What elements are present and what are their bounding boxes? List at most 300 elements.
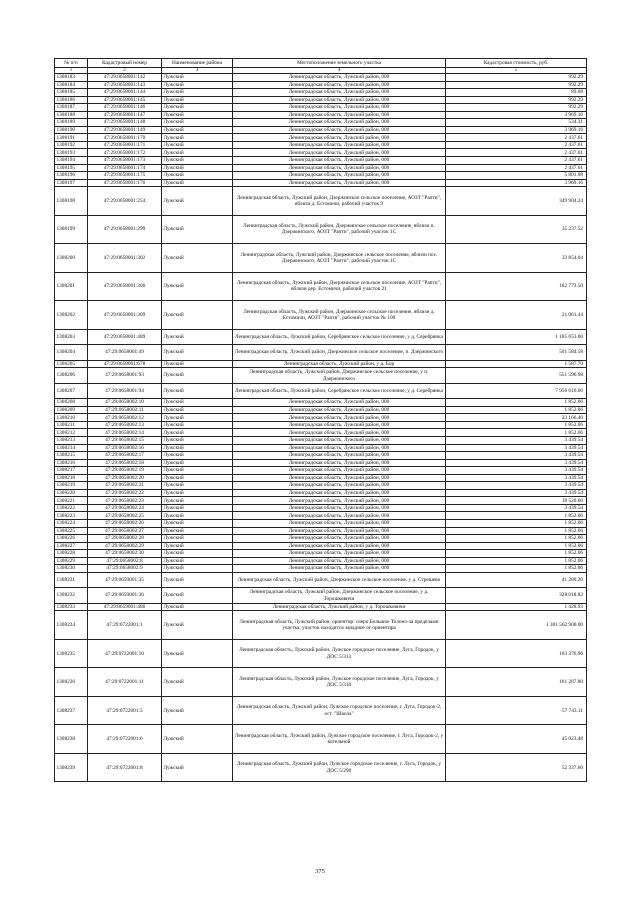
cadastral-number-cell: 47:29:0658002:25 [88,512,162,520]
location-cell: Ленинградская область, Лужский район, 000 [233,504,446,512]
cadastral-number-cell: 47:29:0658002:30 [88,550,162,558]
cadastral-value-cell: 2 437.61 [446,157,587,165]
cadastral-value-cell: 1 381 562 900.00 [446,611,587,640]
district-cell: Лужский [162,329,233,345]
cadastral-value-cell: 23 166.40 [446,414,587,422]
cadastral-number-cell: 47:29:0659001:35 [88,572,162,588]
district-cell: Лужский [162,164,233,172]
location-cell: Ленинградская область, Лужский район, 000 [233,512,446,520]
table-row [55,550,587,558]
cadastral-value-cell: 534.31 [446,119,587,127]
cadastral-value-cell: 349 904.24 [446,187,587,216]
location-cell: Ленинградская область, Лужский район, 000 [233,119,446,127]
location-cell: Ленинградская область, Лужский район, 000 [233,429,446,437]
location-cell: Ленинградская область, Лужский район, 000 [233,81,446,89]
district-cell: Лужский [162,383,233,399]
cadastral-number-cell: 47:29:0658002:22 [88,489,162,497]
table-row [55,89,587,97]
row-number-cell: 1308185 [55,89,88,97]
row-number-cell: 1308233 [55,603,88,611]
row-number-cell: 1308202 [55,301,88,330]
table-row [55,520,587,528]
cadastral-number-cell: 47:29:0658002:17 [88,452,162,460]
table-row [55,414,587,422]
table-row [55,111,587,119]
location-cell: Ленинградская область, Лужский район, Дзержинское сельское поселение, АОЗТ "Рапти", вблизи д. Естомичи, рабочий участок 9 [233,187,446,216]
location-cell: Ленинградская область, Лужский район, 000 [233,452,446,460]
header-row [55,59,587,68]
row-number-cell: 1308222 [55,504,88,512]
district-cell: Лужский [162,497,233,505]
district-cell: Лужский [162,452,233,460]
row-number-cell: 1308230 [55,565,88,573]
column-number: 1 [55,68,88,74]
cadastral-number-cell: 47:29:0658001:170 [88,134,162,142]
cadastral-number-cell: 47:29:0658002:14 [88,429,162,437]
district-cell: Лужский [162,542,233,550]
district-cell: Лужский [162,696,233,725]
row-number-cell: 1308225 [55,527,88,535]
cadastral-value-cell: 41 280.20 [446,572,587,588]
location-cell: Ленинградская область, Лужский район, 000 [233,179,446,187]
district-cell: Лужский [162,474,233,482]
row-number-cell: 1308220 [55,489,88,497]
location-cell: Ленинградская область, Лужский район, Дзержинское сельское поселение, вблизи д. Естомичи, АОЗТ "Рапти", рабочий участок № 100 [233,301,446,330]
location-cell: Ленинградская область, Лужский район, Лужское городское поселение, Луга, Городок, у ДОС 5/313 [233,639,446,668]
table-row [55,565,587,573]
location-cell: Ленинградская область, Лужский район, 000 [233,489,446,497]
table-row [55,459,587,467]
row-number-cell: 1308216 [55,459,88,467]
row-number-cell: 1308217 [55,467,88,475]
table-row [55,329,587,345]
row-number-cell: 1308190 [55,126,88,134]
table-row [55,572,587,588]
table-row [55,345,587,361]
row-number-cell: 1308231 [55,572,88,588]
row-number-cell: 1308203 [55,329,88,345]
cadastral-number-cell: 47:29:0658002:18 [88,459,162,467]
cadastral-value-cell: 1 852.06 [446,399,587,407]
header-cadastral-value: Кадастровая стоимость, руб. [446,59,587,68]
cadastral-number-cell: 47:29:0658001:309 [88,301,162,330]
table-row [55,452,587,460]
district-cell: Лужский [162,215,233,244]
location-cell: Ленинградская область, Лужский район, 000 [233,557,446,565]
row-number-cell: 1308184 [55,81,88,89]
cadastral-value-cell: 3 439.54 [446,489,587,497]
table-row [55,134,587,142]
table-row [55,96,587,104]
cadastral-value-cell: 1 852.06 [446,550,587,558]
table-row [55,215,587,244]
table-row [55,119,587,127]
row-number-cell: 1308237 [55,696,88,725]
row-number-cell: 1308208 [55,399,88,407]
location-cell: Ленинградская область, Лужский район, Лужское городское поселение, Луга, Городок, у ДОС 5/310 [233,668,446,697]
district-cell: Лужский [162,89,233,97]
table-row [55,301,587,330]
cadastral-value-cell: 992.29 [446,74,587,82]
cadastral-number-cell: 47:29:0658002:11 [88,406,162,414]
cadastral-number-cell: 47:29:0658002:20 [88,474,162,482]
row-number-cell: 1308221 [55,497,88,505]
cadastral-number-cell: 47:29:0658001:254 [88,187,162,216]
cadastral-number-cell: 47:29:0722001:8 [88,753,162,782]
district-cell: Лужский [162,74,233,82]
cadastral-number-cell: 47:29:0658001:146 [88,104,162,112]
row-number-cell: 1308204 [55,345,88,361]
cadastral-value-cell: 3 439.54 [446,436,587,444]
row-number-cell: 1308219 [55,482,88,490]
cadastral-value-cell: 1 852.06 [446,512,587,520]
district-cell: Лужский [162,360,233,368]
table-row [55,81,587,89]
table-row [55,668,587,697]
location-cell: Ленинградская область, Лужский район, Дзержинское сельское поселение, п. Дзержинского [233,345,446,361]
location-cell: Ленинградская область, Лужский район, 000 [233,406,446,414]
location-cell: Ленинградская область, Лужский район, 000 [233,172,446,180]
district-cell: Лужский [162,119,233,127]
cadastral-number-cell: 47:29:0658001:149 [88,126,162,134]
table-body [55,74,587,782]
cadastral-number-cell: 47:29:0659001:36 [88,588,162,604]
location-cell: Ленинградская область, Лужский район, 000 [233,535,446,543]
cadastral-number-cell: 47:29:0658002:28 [88,535,162,543]
table-row [55,482,587,490]
cadastral-value-cell: 45 023.48 [446,725,587,754]
district-cell: Лужский [162,611,233,640]
cadastral-value-cell: 1 852.06 [446,565,587,573]
district-cell: Лужский [162,414,233,422]
location-cell: Ленинградская область, Лужский район, 000 [233,482,446,490]
row-number-cell: 1308234 [55,611,88,640]
row-number-cell: 1308213 [55,436,88,444]
cadastral-number-cell: 47:29:0722001:11 [88,668,162,697]
cadastral-table [54,58,587,782]
cadastral-number-cell: 47:29:0658002:23 [88,497,162,505]
column-number: 2 [88,68,162,74]
location-cell: Ленинградская область, Лужский район, ориентир: озеро Большое Толоно-за пределами участка, участок находится западнее от ориентира [233,611,446,640]
cadastral-value-cell: 1 852.06 [446,421,587,429]
cadastral-number-cell: 47:29:0658001:144 [88,89,162,97]
location-cell: Ленинградская область, Лужский район, 000 [233,74,446,82]
table-row [55,603,587,611]
row-number-cell: 1308226 [55,535,88,543]
table-row [55,149,587,157]
row-number-cell: 1308218 [55,474,88,482]
row-number-cell: 1308198 [55,187,88,216]
location-cell: Ленинградская область, Лужский район, у д. Бор [233,360,446,368]
location-cell: Ленинградская область, Лужский район, 000 [233,436,446,444]
cadastral-value-cell: 3 969.16 [446,126,587,134]
district-cell: Лужский [162,459,233,467]
cadastral-number-cell: 47:29:0658001:143 [88,81,162,89]
location-cell: Ленинградская область, Лужский район, 000 [233,520,446,528]
district-cell: Лужский [162,482,233,490]
district-cell: Лужский [162,489,233,497]
cadastral-value-cell: 2 437.61 [446,141,587,149]
header-district: Наименование района [162,59,233,68]
location-cell: Ленинградская область, Лужский район, 000 [233,565,446,573]
cadastral-value-cell: 57 743.11 [446,696,587,725]
location-cell: Ленинградская область, Лужский район, 000 [233,89,446,97]
table-row [55,368,587,384]
row-number-cell: 1308194 [55,157,88,165]
district-cell: Лужский [162,399,233,407]
row-number-cell: 1308192 [55,141,88,149]
district-cell: Лужский [162,725,233,754]
cadastral-number-cell: 47:29:0658002:10 [88,399,162,407]
header-location: Местоположение земельного участка [233,59,446,68]
row-number-cell: 1308200 [55,244,88,273]
district-cell: Лужский [162,81,233,89]
row-number-cell: 1308189 [55,119,88,127]
table-row [55,172,587,180]
district-cell: Лужский [162,104,233,112]
header-number: № п/п [55,59,88,68]
district-cell: Лужский [162,572,233,588]
header-cadastral-number: Кадастровый номер [88,59,162,68]
district-cell: Лужский [162,639,233,668]
table-row [55,588,587,604]
cadastral-value-cell: 18 520.60 [446,497,587,505]
location-cell: Ленинградская область, Лужский район, Дзержинское сельское поселение, АОЗТ "Рапти", вблизи дер. Естомичи, рабочий участок 21 [233,272,446,301]
table-row [55,74,587,82]
district-cell: Лужский [162,535,233,543]
location-cell: Ленинградская область, Лужский район, 000 [233,414,446,422]
location-cell: Ленинградская область, Лужский район, 000 [233,149,446,157]
district-cell: Лужский [162,406,233,414]
row-number-cell: 1308232 [55,588,88,604]
cadastral-value-cell: 2 437.61 [446,134,587,142]
location-cell: Ленинградская область, Лужский район, 000 [233,141,446,149]
table-row [55,444,587,452]
district-cell: Лужский [162,141,233,149]
cadastral-number-cell: 47:29:0658002:26 [88,520,162,528]
row-number-cell: 1308183 [55,74,88,82]
table-row [55,421,587,429]
district-cell: Лужский [162,345,233,361]
row-number-cell: 1308210 [55,414,88,422]
location-cell: Ленинградская область, Лужский район, 000 [233,134,446,142]
table-row [55,512,587,520]
district-cell: Лужский [162,244,233,273]
district-cell: Лужский [162,467,233,475]
table-row [55,104,587,112]
district-cell: Лужский [162,111,233,119]
table-row [55,504,587,512]
cadastral-value-cell: 1 185 653.00 [446,329,587,345]
cadastral-number-cell: 47:29:0658002:13 [88,421,162,429]
cadastral-number-cell: 47:29:0658002:19 [88,467,162,475]
table-row [55,383,587,399]
cadastral-number-cell: 47:29:0722001:5 [88,696,162,725]
district-cell: Лужский [162,557,233,565]
location-cell: Ленинградская область, Лужский район, 000 [233,104,446,112]
cadastral-number-cell: 47:29:0658001:306 [88,272,162,301]
cadastral-number-cell: 47:29:0658001:49 [88,345,162,361]
location-cell: Ленинградская область, Лужский район, Дзержинское сельское поселение, вблизи п. Дзержинского, АОЗТ "Рапти", рабочий участок 1С [233,215,446,244]
district-cell: Лужский [162,172,233,180]
table-row [55,467,587,475]
column-number: 3 [162,68,233,74]
cadastral-number-cell: 47:29:0659001:486 [88,603,162,611]
location-cell: Ленинградская область, Лужский район, 000 [233,157,446,165]
row-number-cell: 1308228 [55,550,88,558]
table-row [55,535,587,543]
row-number-cell: 1308236 [55,668,88,697]
row-number-cell: 1308215 [55,452,88,460]
location-cell: Ленинградская область, Лужский район, Дзержинское сельское поселение, вблизи пос. Дзержинского, АОЗТ "Рапти", рабочий участок 1С [233,244,446,273]
district-cell: Лужский [162,368,233,384]
cadastral-number-cell: 47:29:0658001:94 [88,383,162,399]
district-cell: Лужский [162,272,233,301]
cadastral-value-cell: 3 439.54 [446,474,587,482]
row-number-cell: 1308197 [55,179,88,187]
cadastral-number-cell: 47:29:0658002:16 [88,444,162,452]
row-number-cell: 1308199 [55,215,88,244]
location-cell: Ленинградская область, Лужский район, 000 [233,164,446,172]
row-number-cell: 1308205 [55,360,88,368]
cadastral-value-cell: 992.29 [446,96,587,104]
cadastral-number-cell: 47:29:0722001:1 [88,611,162,640]
location-cell: Ленинградская область, Лужский район, Дзержинское сельское поселение, у п. Дзержинского [233,368,446,384]
row-number-cell: 1308229 [55,557,88,565]
cadastral-value-cell: 182 773.50 [446,272,587,301]
table-row [55,187,587,216]
row-number-cell: 1308223 [55,512,88,520]
row-number-cell: 1308201 [55,272,88,301]
cadastral-value-cell: 21 061.44 [446,301,587,330]
row-number-cell: 1308191 [55,134,88,142]
district-cell: Лужский [162,126,233,134]
row-number-cell: 1308196 [55,172,88,180]
location-cell: Ленинградская область, Лужский район, 000 [233,399,446,407]
table-row [55,542,587,550]
table-row [55,126,587,134]
location-cell: Ленинградская область, Лужский район, 000 [233,444,446,452]
table-row [55,527,587,535]
cadastral-value-cell: 328 018.82 [446,588,587,604]
cadastral-value-cell: 551 596.98 [446,368,587,384]
column-number: 4 [233,68,446,74]
cadastral-number-cell: 47:29:0658001:171 [88,141,162,149]
row-number-cell: 1308186 [55,96,88,104]
row-number-cell: 1308187 [55,104,88,112]
table-row [55,489,587,497]
table-row [55,436,587,444]
row-number-cell: 1308214 [55,444,88,452]
row-number-cell: 1308212 [55,429,88,437]
cadastral-value-cell: 3 439.54 [446,452,587,460]
cadastral-number-cell: 47:29:0658002:21 [88,482,162,490]
row-number-cell: 1308227 [55,542,88,550]
row-number-cell: 1308207 [55,383,88,399]
district-cell: Лужский [162,753,233,782]
cadastral-number-cell: 47:29:0658001:172 [88,149,162,157]
table-row [55,611,587,640]
district-cell: Лужский [162,565,233,573]
cadastral-number-cell: 47:29:0658002:27 [88,527,162,535]
district-cell: Лужский [162,134,233,142]
cadastral-number-cell: 47:29:0658002:12 [88,414,162,422]
cadastral-value-cell: 1 852.06 [446,520,587,528]
cadastral-value-cell: 1 852.06 [446,542,587,550]
district-cell: Лужский [162,96,233,104]
table-row [55,406,587,414]
location-cell: Ленинградская область, Лужский район, Лужское городское поселение, г. Луга, Городок, у ДОС 5/298 [233,753,446,782]
table-row [55,557,587,565]
district-cell: Лужский [162,187,233,216]
cadastral-value-cell: 5 801.08 [446,172,587,180]
cadastral-number-cell: 47:29:0658002:15 [88,436,162,444]
district-cell: Лужский [162,603,233,611]
location-cell: Ленинградская область, Лужский район, 000 [233,527,446,535]
district-cell: Лужский [162,179,233,187]
district-cell: Лужский [162,527,233,535]
cadastral-number-cell: 47:29:0658001:176 [88,179,162,187]
cadastral-number-cell: 47:29:0658001:93 [88,368,162,384]
table-row [55,157,587,165]
table-row [55,753,587,782]
location-cell: Ленинградская область, Лужский район, 000 [233,550,446,558]
district-cell: Лужский [162,149,233,157]
location-cell: Ленинградская область, Лужский район, у д. Торошковичи [233,603,446,611]
cadastral-value-cell: 161 287.80 [446,668,587,697]
cadastral-value-cell: 1 428.93 [446,603,587,611]
district-cell: Лужский [162,157,233,165]
district-cell: Лужский [162,504,233,512]
row-number-cell: 1308206 [55,368,88,384]
cadastral-value-cell: 1 852.06 [446,557,587,565]
cadastral-value-cell: 3 439.54 [446,467,587,475]
location-cell: Ленинградская область, Лужский район, Серебрянское сельское поселение, у д. Серебрянка [233,329,446,345]
location-cell: Ленинградская область, Лужский район, Серебрянское сельское поселение, у д. Серебрянка [233,383,446,399]
cadastral-value-cell: 992.29 [446,81,587,89]
cadastral-value-cell: 89.08 [446,89,587,97]
cadastral-number-cell: 47:29:0722001:10 [88,639,162,668]
row-number-cell: 1308195 [55,164,88,172]
cadastral-number-cell: 47:29:0658001:174 [88,164,162,172]
cadastral-value-cell: 163 376.96 [446,639,587,668]
district-cell: Лужский [162,668,233,697]
cadastral-number-cell: 47:29:0658001:489 [88,329,162,345]
location-cell: Ленинградская область, Лужский район, Дзержинское сельское поселение, у д. Торошковичи [233,588,446,604]
cadastral-number-cell: 47:29:0658001:299 [88,215,162,244]
table-row [55,141,587,149]
cadastral-value-cell: 3 969.16 [446,111,587,119]
row-number-cell: 1308224 [55,520,88,528]
location-cell: Ленинградская область, Лужский район, Лужское городское поселение, г. Луга, Городок-2, у котельной [233,725,446,754]
cadastral-value-cell: 1 852.06 [446,535,587,543]
cadastral-number-cell: 47:29:0658002:9 [88,565,162,573]
location-cell: Ленинградская область, Лужский район, 000 [233,111,446,119]
cadastral-value-cell: 35 237.52 [446,215,587,244]
cadastral-value-cell: 1 852.06 [446,527,587,535]
location-cell: Ленинградская область, Лужский район, 000 [233,497,446,505]
district-cell: Лужский [162,444,233,452]
row-number-cell: 1308209 [55,406,88,414]
cadastral-number-cell: 47:29:0658002:8 [88,557,162,565]
cadastral-number-cell: 47:29:0658001:175 [88,172,162,180]
row-number-cell: 1308193 [55,149,88,157]
cadastral-number-cell: 47:29:0658001:145 [88,96,162,104]
cadastral-number-cell: 47:29:0658001:678 [88,360,162,368]
location-cell: Ленинградская область, Лужский район, 000 [233,421,446,429]
page-number: 375 [315,868,325,875]
row-number-cell: 1308188 [55,111,88,119]
